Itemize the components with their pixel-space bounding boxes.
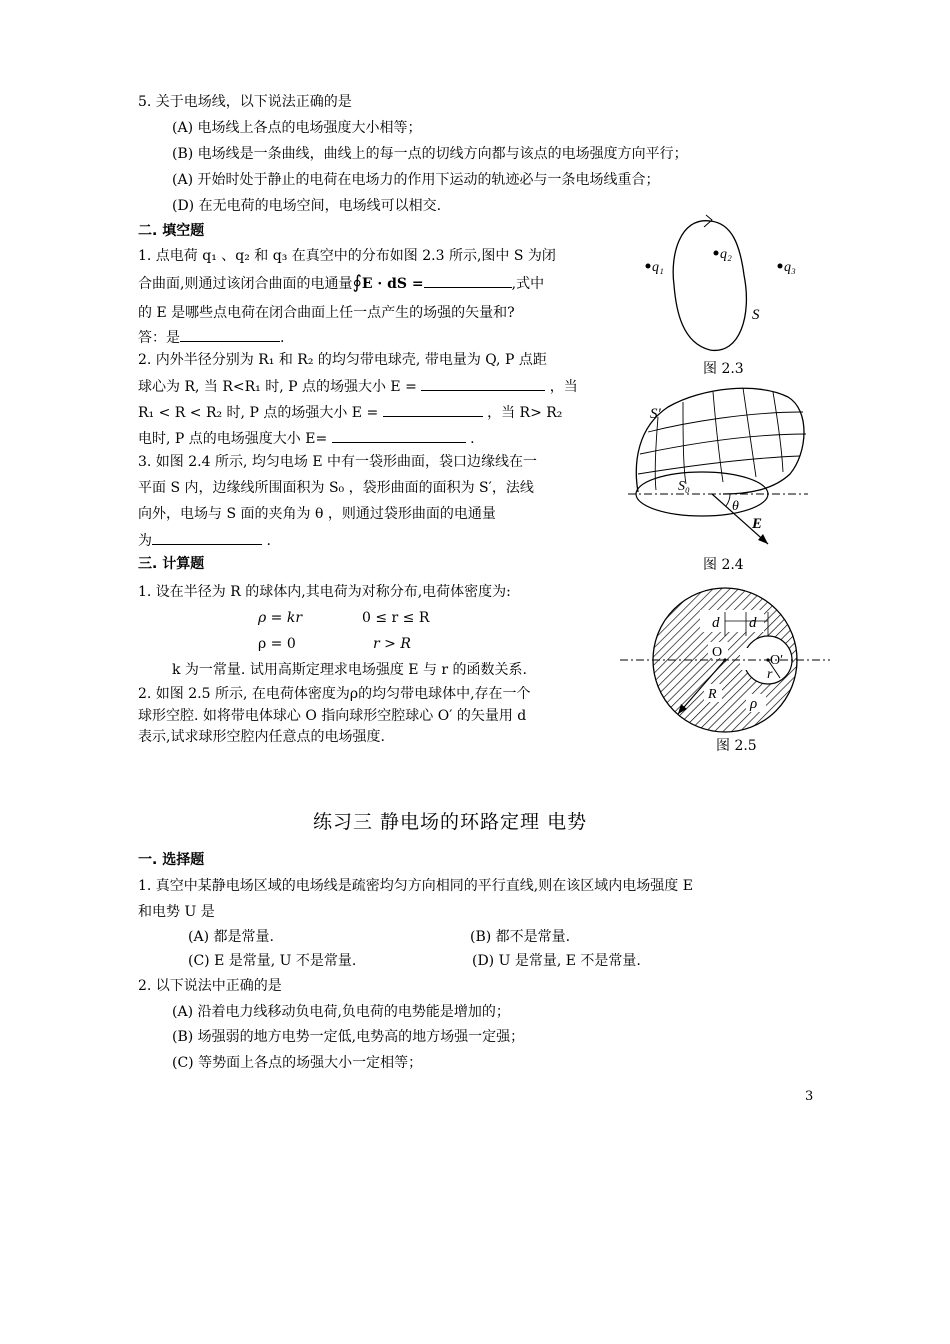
p1-option-c: (C) E 是常量, U 不是常量. (188, 953, 357, 969)
calc1-density-outer: ρ = 0 (258, 636, 296, 652)
fig25-rho-label: ρ (750, 696, 758, 712)
fig25-caption: 图 2.5 (716, 738, 757, 754)
q5-option-d: (D) 在无电荷的电场空间，电场线可以相交. (172, 198, 442, 214)
fig23-caption: 图 2.3 (703, 361, 744, 377)
fill3-answer-label: 为 (138, 533, 152, 549)
p2-option-c: (C) 等势面上各点的场强大小一定相等； (172, 1055, 423, 1071)
fill1-line2 (138, 273, 544, 294)
fig25-d1-label: d (712, 615, 720, 631)
p2-stem: 2. 以下说法中正确的是 (138, 978, 282, 994)
q5-option-c: (A) 开始时处于静止的电荷在电场力的作用下运动的轨迹必与一条电场线重合； (172, 172, 660, 188)
fig24-sprime-label: S′ (650, 406, 661, 422)
fill3-line2: 平面 S 内，边缘线所围面积为 S₀ ，袋形曲面的面积为 S′，法线 (138, 480, 534, 496)
fig23-s-label: S (752, 307, 760, 323)
closed-integral-symbol: ∮ (352, 272, 362, 293)
fill2-line4: 电时, P 点的电场强度大小 E= . (138, 428, 475, 449)
fig25-R-label: R (708, 687, 717, 702)
fig24-s0-label: S₀ (678, 479, 690, 494)
flux-expression: E · dS = (361, 276, 424, 292)
fill1-line2-text: 合曲面,则通过该闭合曲面的电通量 (138, 276, 353, 292)
fig23-q1-label: q₁ (652, 260, 664, 275)
fill2-line2-tail: ，当 (549, 379, 578, 395)
p1-line1: 1. 真空中某静电场区域的电场线是疏密均匀方向相同的平行直线,则在该区域内电场强度 E (138, 878, 693, 894)
calc2-line1: 2. 如图 2.5 所示, 在电荷体密度为ρ的均匀带电球体中,存在一个 (138, 686, 531, 702)
figure-2-5 (620, 588, 830, 738)
fig23-q3-label: q₃ (784, 260, 796, 275)
p1-option-b: (B) 都不是常量. (470, 929, 571, 945)
fill2-line2-text: 球心为 R, 当 R<R₁ 时, P 点的场强大小 E = (138, 379, 417, 395)
fig25-r-label: r (767, 667, 773, 682)
fill1-line1: 1. 点电荷 q₁ 、q₂ 和 q₃ 在真空中的分布如图 2.3 所示,图中 S 为闭 (138, 248, 556, 264)
fill2-blank1[interactable] (421, 376, 545, 391)
fill3-line3: 向外，电场与 S 面的夹角为 θ ，则通过袋形曲面的电通量 (138, 506, 496, 522)
calc1-range-outer: r > R (373, 636, 411, 652)
fill1-line2-tail: ,式中 (511, 276, 545, 292)
fill2-line2 (138, 376, 578, 397)
fill2-line1: 2. 内外半径分别为 R₁ 和 R₂ 的均匀带电球壳, 带电量为 Q, P 点距 (138, 352, 547, 368)
calc1-range-inner: 0 ≤ r ≤ R (362, 610, 430, 626)
fill1-line4: 答：是 . (138, 327, 284, 348)
fill1-answer-label: 答：是 (138, 330, 180, 346)
fig23-q2-label: q₂ (720, 247, 732, 262)
calc1-density-inner: ρ = kr (258, 610, 303, 626)
p1-line2: 和电势 U 是 (138, 904, 215, 920)
fill3-blank[interactable] (152, 530, 262, 545)
section-choice-heading: 一. 选择题 (138, 852, 205, 868)
fig24-theta-label: θ (732, 499, 739, 514)
calc2-line3: 表示,试求球形空腔内任意点的电场强度. (138, 729, 385, 745)
fig24-e-label: E (752, 516, 763, 532)
q5-option-a: (A) 电场线上各点的电场强度大小相等； (172, 120, 422, 136)
fill2-line3-text: R₁ < R < R₂ 时, P 点的场强大小 E = (138, 405, 379, 421)
fig25-d2-label: d (749, 615, 757, 631)
p2-option-b: (B) 场强弱的地方电势一定低,电势高的地方场强一定强； (172, 1029, 525, 1045)
fill2-blank2[interactable] (383, 402, 483, 417)
fig25-oprime-label: O′ (770, 653, 784, 668)
fig25-o-label: O (712, 645, 723, 660)
fill2-line3-tail: ，当 R> R₂ (487, 405, 563, 421)
p1-option-a: (A) 都是常量. (188, 929, 274, 945)
p1-option-d: (D) U 是常量, E 不是常量. (472, 953, 641, 969)
fill1-answer-blank[interactable] (424, 273, 512, 288)
calc1-line4: k 为一常量. 试用高斯定理求电场强度 E 与 r 的函数关系. (172, 662, 527, 678)
chapter-title: 练习三 静电场的环路定理 电势 (313, 811, 588, 833)
figure-2-4 (628, 382, 818, 552)
fill2-line4-text: 电时, P 点的电场强度大小 E= (138, 431, 328, 447)
fill3-line1: 3. 如图 2.4 所示, 均匀电场 E 中有一袋形曲面，袋口边缘线在一 (138, 454, 537, 470)
fig24-caption: 图 2.4 (703, 557, 744, 573)
calc2-line2: 球形空腔. 如将带电体球心 O 指向球形空腔球心 O′ 的矢量用 d (138, 708, 527, 724)
fill2-blank3[interactable] (332, 428, 466, 443)
section-fill-in-heading: 二. 填空题 (138, 223, 205, 239)
fill3-line4: 为 . (138, 530, 271, 551)
fill1-answer2-blank[interactable] (180, 327, 280, 342)
fill1-line3: 的 E 是哪些点电荷在闭合曲面上任一点产生的场强的矢量和? (138, 305, 515, 321)
page-number: 3 (805, 1089, 814, 1104)
figure-2-3 (640, 215, 820, 355)
q5-stem: 5. 关于电场线，以下说法正确的是 (138, 94, 352, 110)
fill2-line3 (138, 402, 562, 423)
p2-option-a: (A) 沿着电力线移动负电荷,负电荷的电势能是增加的； (172, 1004, 510, 1020)
section-calc-heading: 三. 计算题 (138, 556, 205, 572)
q5-option-b: (B) 电场线是一条曲线，曲线上的每一点的切线方向都与该点的电场强度方向平行； (172, 146, 688, 162)
calc1-line1: 1. 设在半径为 R 的球体内,其电荷为对称分布,电荷体密度为: (138, 584, 511, 600)
